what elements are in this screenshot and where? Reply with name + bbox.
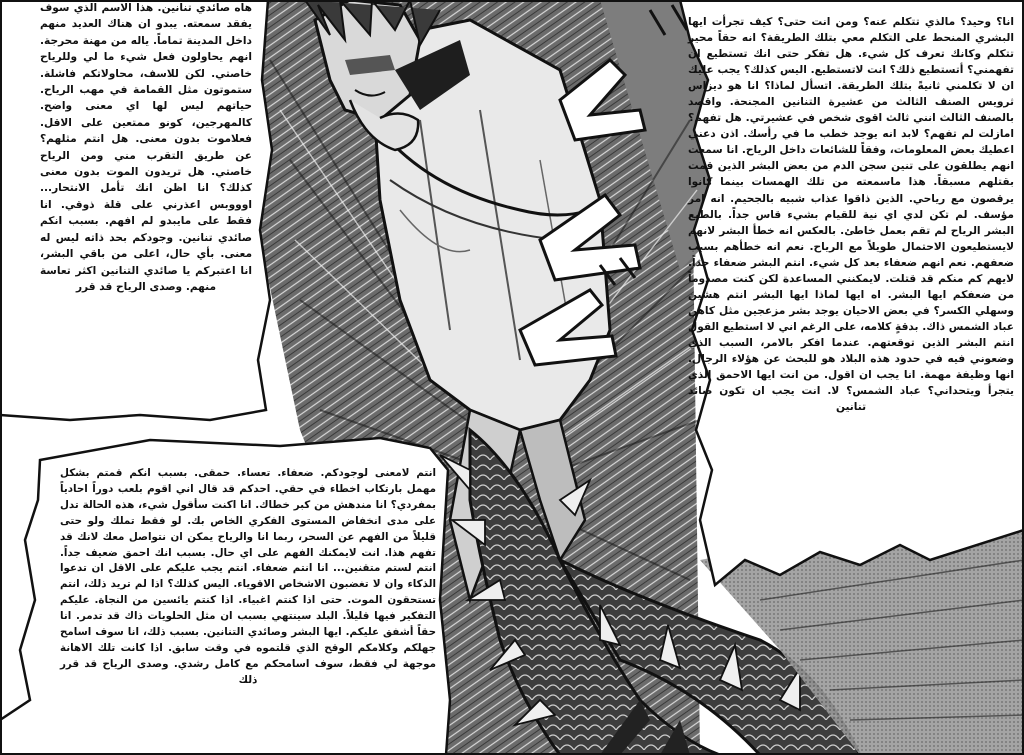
dialogue-text-bottom-left — [60, 466, 436, 689]
dialogue-text-top-right — [688, 14, 1014, 415]
dialogue-top-left: هاه صائدي تنانين. هذا الاسم الذي سوف يفقد سمعته. يبدو ان هناك العديد منهم داخل المدينة تماماً. ياله من مهنة محرجة. انهم يحاولون فعل شيء ما لي وللرياح خاصتي. لكن للاسف، محاولاتكم فاشلة. ستموتون مثل القمامة في مهب الرياح. حياتهم ليس لها اي معنى واضح. كالمهرجين، كونو ممتعين على الاقل. فعلاموت بدون معنى. هل انتم مثلهم؟ عن طريق التقرب مني ومن الرياح خاصتي. هل تريدون الموت بدون معنى كذلك؟ انا اظن انك تأمل الانتحار... اوووبس اعذرني على قلة ذوقي. انا فقط على مايبدو لم افهم. بسبب انكم صائدي تنانين. وجودكم بحد ذاته ليس له معنى. بأي حال، اعلى من باقي البشر، انا اعتبركم يا صائدي التنانين اكثر تعاسة منهم. وصدى الرياح قد قرر — [40, 2, 252, 293]
dialogue-text-top-left — [40, 0, 252, 295]
dialogue-top-right: انا؟ وحيد؟ مالذي تتكلم عنه؟ ومن انت حتى؟ كيف تجرأت ايها البشري المنحط على التكلم معي بتلك الطريقة؟ انه حقاً محير تتكلم وكانك تعرف كل شيء. هل تفكر حتى انك تستطيع ان تفهمني؟ أتستطيع ذلك؟ انت لاتستطيع. اليس كذلك؟ يجب عليك ان لا تكلمني ثانيةً بتلك الطريقة. اتسأل لماذا؟ انا هو ديزاس ثرويس الصنف الثالث من عشيرة التنانين المجنحة. واقصد بالصنف الثالث انني ثالث اقوى شخص في عشيرتي. هل تفهم؟ امازلت لم تفهم؟ لابد انه يوجد خطب ما في رأسك. اذن دعني اعطيك بعض المعلومات، وفقاً للشائعات داخل الرياح. انا سمعت انهم يطلقون على تنين سجن الدم من بعض البشر الذين قمت بقتلهم مسبقاً. هذا ماسمعته من تلك الهمسات بينما كانوا يرقصون مع رياحي. الذين ذاقوا عذاب شبيه بالجحيم. انه امر مؤسف. لم تكن لدي اي نية للقيام بشيء قاس جداً. بالطبع البشر الرياح لم تقم بعمل خاطئ. بالعكس انه خطأ البشر لانهم لايستطيعون الاحتمال طويلاً مع الرياح. نعم انه خطأهم بسبب ضعفهم. نعم انهم ضعفاء بعد كل شيء. انتم البشر ضعفاء جداً. لايهم كم منكم قد قتلت. لايمكنني المساعدة لكن كنت مصدوماً من ضعفكم ايها البشر. اه ايها لماذا ايها البشر انتم هشين وسهلي الكسر؟ في بعض الاحيان يوجد بشر مزعجين مثل كاهن عباد الشمس ذاك. بدقةٍ كلامه، على الرغم اني لا استطيع القول انتم البشر الذين توقعتهم. عندما افكر بالامر، السبب الذي وضعوني فيه في حدود هذه البلاد هو للبحث عن هؤلاء الرجال. انها وظيفة مهمة. انا يجب ان اقول. من انت ايها الاحمق الذي يتجرأ ويتحداني؟ عباد الشمس؟ لا. انت يجب ان تكون صائد تنانين — [688, 16, 1014, 414]
dialogue-bottom-left: انتم لامعنى لوجودكم. ضعفاء. تعساء. حمقى. بسبب انكم قمتم بشكل مهمل بارتكاب اخطاء في حقي. احدكم قد قال اني اقوم بلعب دوراً احادياً بمفردي؟ انا مندهش من كبر خطاك. انا اكنت سأقول شيء، هذه الحالة تدل على مدى انخفاض المستوى الفكري الخاص بك. لو فقط تملك ولو حتى قليلاً من الفهم عن السحر، ربما انا والرياح يمكن ان نتواصل معك لانك قد تفهم هذا. انت لايمكنك الفهم على اي حال. بسبب انك احمق ضعيف جداً. انتم لستم متقنين... انا انتم ضعفاء. انتم يجب عليكم على الاقل ان تدعوا الذكاء وان لا تغضبون الاشخاص الاقوياء. اليس كذلك؟ اذا لم تريد ذلك، انتم تستحقون الموت. حتى اذا كنتم اغبياء. اذا كنتم يائسين من النجاة. عليكم التفكير فيها قليلاً. البلد سينتهي بسبب ان مثل الحلويات ذاك قد تدمر. انا حقاً أشفق عليكم. ايها البشر وصائدي التنانين. بسبب ذلك، انا سوف اسامح جهلكم وكلامكم الوقح الذي قلتموه في وقت سابق. اذا كانت تلك الاهانة موجهة لي فقط، سوف اسامحكم مع كامل رشدي. وصدى الرياح قد قرر ذلك — [60, 467, 436, 686]
